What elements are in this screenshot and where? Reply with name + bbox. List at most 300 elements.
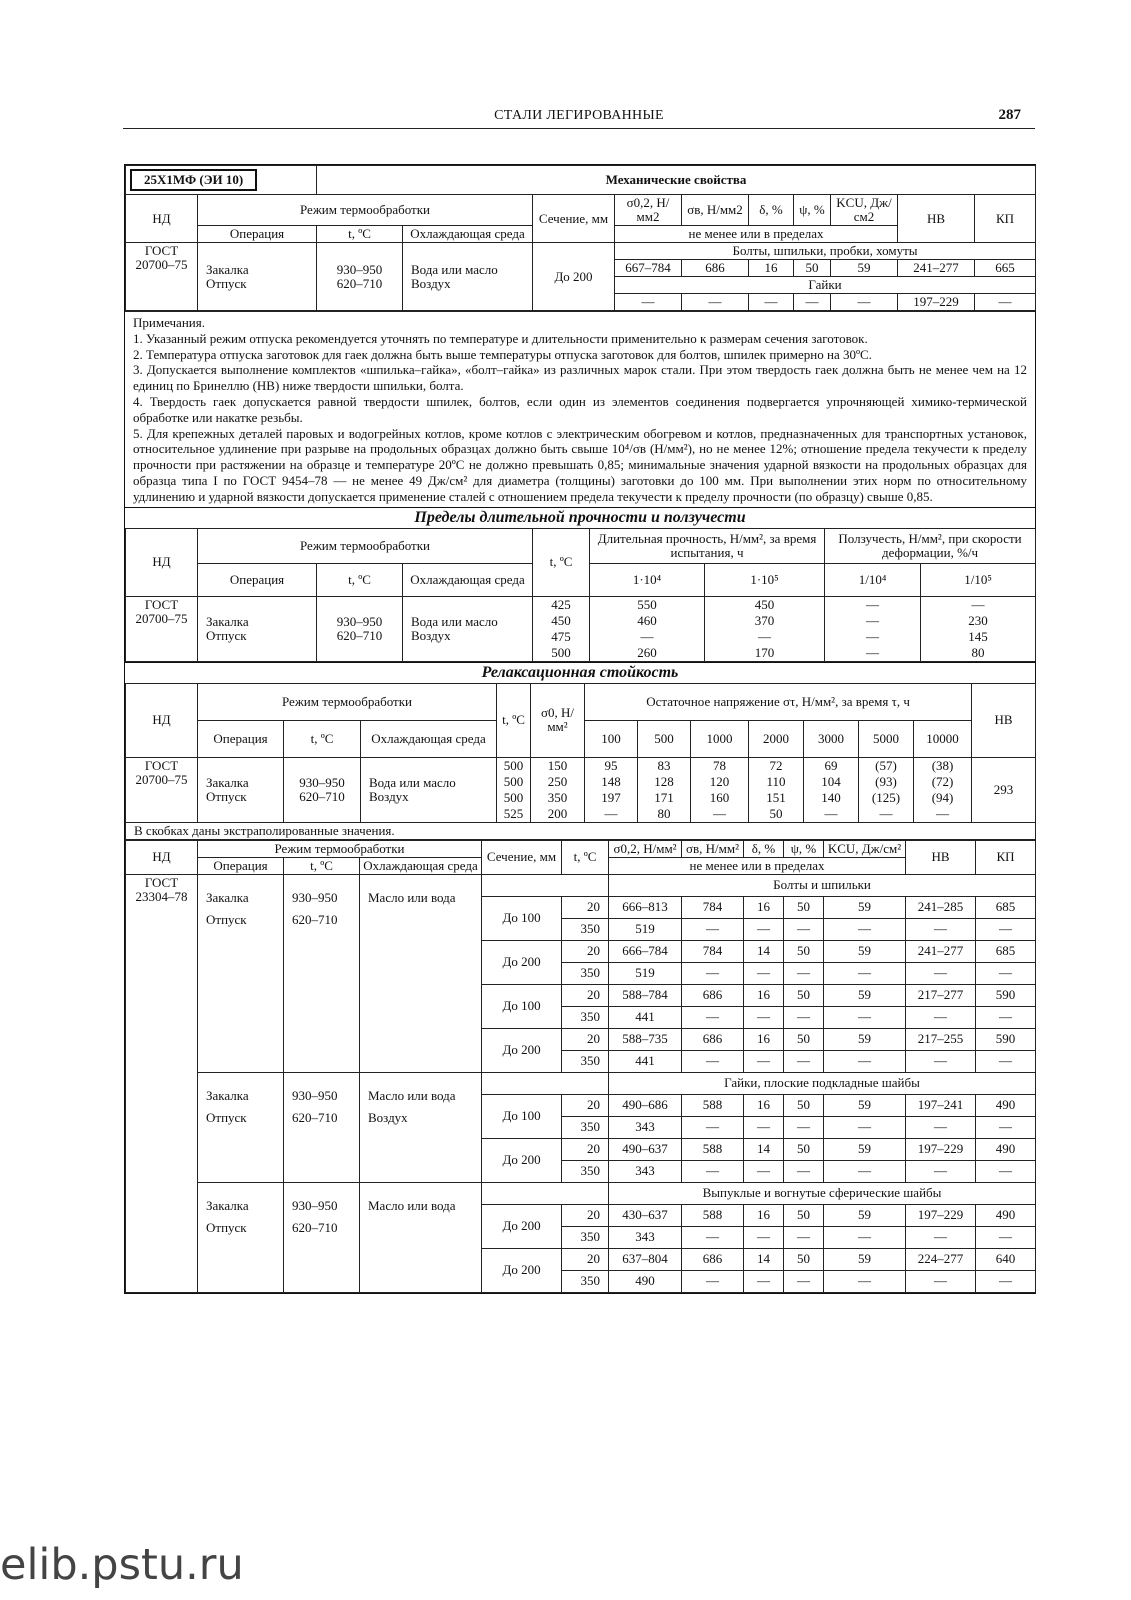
relax-h-time: 2000 [749, 720, 804, 757]
cell: 450 [533, 613, 590, 629]
cell: 370 [705, 613, 825, 629]
cell: 685 [976, 896, 1036, 918]
mech2-ops [198, 1072, 284, 1182]
mech2-temps-item: 930–950 [292, 889, 338, 905]
cell: 59 [831, 260, 898, 277]
cell: 350 [562, 1006, 609, 1028]
mech2-section: До 200 [482, 1028, 562, 1072]
cell: — [976, 1270, 1036, 1292]
cell: — [682, 918, 744, 940]
cell: — [784, 1160, 824, 1182]
mech2-cools-item: Масло или вода [368, 889, 456, 905]
creep-table [125, 528, 1036, 662]
cell: 50 [784, 896, 824, 918]
creep-temp-2: 620–710 [336, 627, 383, 643]
cell: 83 [638, 757, 691, 774]
cell: 50 [784, 940, 824, 962]
cell: — [585, 806, 638, 823]
cell: — [615, 294, 682, 311]
cell: — [744, 1226, 784, 1248]
cell: — [906, 918, 976, 940]
cell: 20 [562, 1028, 609, 1050]
creep-h-temp: t, ºС [533, 528, 590, 596]
relax-h-cool: Охлаждающая среда [361, 720, 497, 757]
cell: 241–277 [906, 940, 976, 962]
cell: 241–285 [906, 896, 976, 918]
cell: 550 [590, 596, 705, 613]
cell: 350 [562, 1160, 609, 1182]
mech-temp-1: 930–950 [336, 261, 383, 277]
cell: 72 [749, 757, 804, 774]
cell: 224–277 [906, 1248, 976, 1270]
mech2-section: До 100 [482, 984, 562, 1028]
cell: 59 [824, 1138, 906, 1160]
cell: 16 [744, 984, 784, 1006]
cell: 50 [784, 984, 824, 1006]
creep-h-s1: 1·10⁴ [590, 563, 705, 596]
mech2-cools-item [368, 1221, 479, 1243]
cell: 59 [824, 896, 906, 918]
creep-cool-2: Воздух [411, 627, 451, 643]
cell: 217–277 [906, 984, 976, 1006]
mech2-section: До 200 [482, 1204, 562, 1248]
mech2-h-t: t, ºС [284, 857, 360, 874]
cell: 686 [682, 260, 749, 277]
cell: (125) [859, 790, 914, 806]
cell: 170 [705, 645, 825, 662]
mech2-h-nd: НД [126, 840, 198, 874]
cell: — [682, 1006, 744, 1028]
cell: 430–637 [609, 1204, 682, 1226]
relax-ops [198, 757, 284, 822]
relax-h-time: 100 [585, 720, 638, 757]
mech2-group-spacer [482, 1182, 609, 1204]
cell: — [682, 1160, 744, 1182]
cell: — [824, 1160, 906, 1182]
cell: 588–784 [609, 984, 682, 1006]
cell: — [976, 1160, 1036, 1182]
mech2-ops [198, 1182, 284, 1292]
cell: 59 [824, 984, 906, 1006]
mech2-h-cool: Охлаждающая среда [360, 857, 482, 874]
mech-h-hb: НВ [898, 195, 975, 243]
cell: 120 [691, 774, 749, 790]
cell: — [824, 1226, 906, 1248]
cell: — [906, 1050, 976, 1072]
cell: — [906, 1226, 976, 1248]
cell: 685 [976, 940, 1036, 962]
cell: 588–735 [609, 1028, 682, 1050]
creep-h-s2: 1·10⁵ [705, 563, 825, 596]
cell: 666–784 [609, 940, 682, 962]
cell: 197–229 [898, 294, 975, 311]
cell: 69 [804, 757, 859, 774]
cell: — [824, 1270, 906, 1292]
cell: 490 [976, 1094, 1036, 1116]
cell: 197–241 [906, 1094, 976, 1116]
cell: — [784, 918, 824, 940]
creep-h-t: t, ºС [317, 563, 403, 596]
cell: — [784, 1050, 824, 1072]
note-4: 4. Твердость гаек допускается равной твердости шпилек, болтов, если один из элементов соединения подвергается упрочняющей химико-термической обработке или накатке резьбы. [133, 393, 1027, 425]
cell: — [784, 1006, 824, 1028]
cell: 20 [562, 1248, 609, 1270]
cell: 50 [784, 1138, 824, 1160]
mech2-h-hb: НВ [906, 840, 976, 874]
cell: — [824, 962, 906, 984]
creep-h-creep: Ползучесть, Н/мм², при скорости деформации, %/ч [825, 528, 1036, 563]
cell: 50 [749, 806, 804, 823]
cell: 16 [744, 896, 784, 918]
mech2-section: До 200 [482, 1138, 562, 1182]
relax-h-time: 500 [638, 720, 691, 757]
cell: (93) [859, 774, 914, 790]
relax-title: Релаксационная стойкость [125, 662, 1035, 683]
mech-ops [198, 243, 317, 311]
mech2-h-kp: КП [976, 840, 1036, 874]
cell: 525 [497, 806, 531, 823]
cell: 490–637 [609, 1138, 682, 1160]
cell: 666–813 [609, 896, 682, 918]
cell: 50 [784, 1028, 824, 1050]
cell: — [906, 1006, 976, 1028]
cell: — [691, 806, 749, 823]
mech-h-kcu: KCU, Дж/см2 [831, 195, 898, 226]
cell: 197 [585, 790, 638, 806]
relax-op-1: Закалка [206, 774, 249, 790]
cell: — [749, 294, 794, 311]
cell: 59 [824, 940, 906, 962]
mech2-temps [284, 1072, 360, 1182]
cell: 343 [609, 1116, 682, 1138]
watermark: elib.pstu.ru [0, 1540, 244, 1590]
cell: — [744, 1270, 784, 1292]
cell: 490 [609, 1270, 682, 1292]
relax-h-hb: НВ [972, 683, 1036, 757]
cell: 200 [531, 806, 585, 823]
mech2-h-section: Сечение, мм [482, 840, 562, 874]
cell: 16 [749, 260, 794, 277]
cell: — [976, 918, 1036, 940]
mech2-section: До 200 [482, 1248, 562, 1292]
mech-op-1: Закалка [206, 261, 249, 277]
steel-grade: 25Х1МФ (ЭИ 10) [130, 169, 257, 191]
cell: 686 [682, 984, 744, 1006]
creep-title: Пределы длительной прочности и ползучести [125, 507, 1035, 528]
cell: 148 [585, 774, 638, 790]
creep-op-1: Закалка [206, 613, 249, 629]
relax-h-temp: t, ºС [497, 683, 531, 757]
cell: 110 [749, 774, 804, 790]
cell: 145 [921, 629, 1036, 645]
cell: 590 [976, 1028, 1036, 1050]
cell: 343 [609, 1160, 682, 1182]
mech2-ops-item: Закалка [206, 889, 249, 905]
cell: 128 [638, 774, 691, 790]
cell: 350 [562, 918, 609, 940]
cell: 171 [638, 790, 691, 806]
cell: — [824, 918, 906, 940]
mech2-group-spacer [482, 1072, 609, 1094]
cell: 20 [562, 984, 609, 1006]
cell: — [784, 962, 824, 984]
mech2-section: До 100 [482, 1094, 562, 1138]
page-header [123, 106, 1035, 129]
mech2-ops-item: Закалка [206, 1087, 249, 1103]
creep-h-c1: 1/10⁴ [825, 563, 921, 596]
cell: 500 [497, 790, 531, 806]
cell: 588 [682, 1204, 744, 1226]
cell: 59 [824, 1248, 906, 1270]
mech2-h-minimum: не менее или в пределах [609, 857, 906, 874]
relax-h-time: 10000 [914, 720, 972, 757]
cell: — [976, 1006, 1036, 1028]
mech2-temps-item: 620–710 [292, 1109, 338, 1125]
note-2: 2. Температура отпуска заготовок для гаек должна быть выше температуры отпуска заготовок для болтов, шпилек примерно на 30ºС. [133, 346, 872, 362]
relax-op-2: Отпуск [206, 788, 247, 804]
creep-cools [403, 596, 533, 661]
note-1: 1. Указанный режим отпуска рекомендуется уточнять по температуре и длительности применительно к размерам сечения заготовок. [133, 330, 868, 346]
cell: 104 [804, 774, 859, 790]
cell: 151 [749, 790, 804, 806]
cell: 350 [562, 1226, 609, 1248]
mech-op-2: Отпуск [206, 275, 247, 291]
relax-nd: ГОСТ 20700–75 [126, 757, 198, 822]
cell: 241–277 [898, 260, 975, 277]
creep-temp-1: 930–950 [336, 613, 383, 629]
note-5: 5. Для крепежных деталей паровых и водогрейных котлов, кроме котлов с электрическим обогревом и котлов, предназначенных для транспортных установок, относительное удлинение при разрыве на продольных образцах должно быть свыше 10⁴/σв (Н/мм²), но не менее 12%; отношение предела текучести к пределу прочности при растяжении на образце и температуре 20ºС не должно превышать 0,85; минимальные значения ударной вязкости на продольных образцах для образца типа I по ГОСТ 9454–78 — не менее 49 Дж/см² для диаметра (толщины) заготовки до 100 мм. При выполнении этих норм по относительному удлинению и ударной вязкости допускается применение сталей с отношением предела текучести к пределу прочности (по образцу) свыше 0,85. [133, 425, 1027, 504]
cell: 230 [921, 613, 1036, 629]
cell: 500 [497, 757, 531, 774]
notes-heading: Примечания. [133, 315, 205, 330]
cell: 441 [609, 1006, 682, 1028]
mech2-section: До 200 [482, 940, 562, 984]
cell: — [825, 629, 921, 645]
mech-cools [403, 243, 533, 311]
cell: 20 [562, 1138, 609, 1160]
relax-temp-1: 930–950 [299, 774, 345, 790]
cell: — [859, 806, 914, 823]
relax-h-residual: Остаточное напряжение στ, Н/мм², за время τ, ч [585, 683, 972, 720]
cell: — [682, 1270, 744, 1292]
cell: 14 [744, 940, 784, 962]
cell: — [682, 1050, 744, 1072]
mech2-group-title: Болты и шпильки [609, 874, 1036, 896]
cell: 78 [691, 757, 749, 774]
relax-h-t: t, ºС [284, 720, 361, 757]
notes-block [125, 311, 1035, 507]
relax-cools [361, 757, 497, 822]
mech2-ops-item: Отпуск [206, 911, 247, 927]
mech2-group-title: Выпуклые и вогнутые сферические шайбы [609, 1182, 1036, 1204]
running-title: СТАЛИ ЛЕГИРОВАННЫЕ [494, 108, 664, 123]
cell: — [824, 1006, 906, 1028]
mech2-cools [360, 1072, 482, 1182]
mech2-temps-item: 930–950 [292, 1087, 338, 1103]
creep-h-mode: Режим термообработки [198, 528, 533, 563]
cell: 784 [682, 896, 744, 918]
relax-h-op: Операция [198, 720, 284, 757]
creep-h-cool: Охлаждающая среда [403, 563, 533, 596]
cell: — [744, 962, 784, 984]
mech-h-sigmab: σв, Н/мм2 [682, 195, 749, 226]
mech2-temps-item: 620–710 [292, 911, 338, 927]
mech2-h-mode: Режим термообработки [198, 840, 482, 857]
mech2-nd: ГОСТ 23304–78 [126, 874, 198, 1292]
mech2-h-sigmab: σв, Н/мм² [682, 840, 744, 857]
mech-section: До 200 [533, 243, 615, 311]
cell: 59 [824, 1204, 906, 1226]
cell: — [825, 645, 921, 662]
cell: — [682, 1116, 744, 1138]
relax-h-mode: Режим термообработки [198, 683, 497, 720]
mech2-temps-item: 930–950 [292, 1197, 338, 1213]
cell: (38) [914, 757, 972, 774]
cell: 784 [682, 940, 744, 962]
mechanical-properties-table [125, 165, 1036, 311]
mech2-section: До 100 [482, 896, 562, 940]
cell: 16 [744, 1094, 784, 1116]
cell: 519 [609, 918, 682, 940]
mech2-ops [198, 874, 284, 1072]
cell: 50 [794, 260, 831, 277]
mech-h-section: Сечение, мм [533, 195, 615, 243]
mech-nd: ГОСТ 20700–75 [126, 243, 198, 311]
mech-group-2: Гайки [615, 277, 1036, 294]
cell: — [976, 962, 1036, 984]
cell: 490 [976, 1138, 1036, 1160]
mech2-cools [360, 1182, 482, 1292]
mech2-group-title: Гайки, плоские подкладные шайбы [609, 1072, 1036, 1094]
mech-temps [317, 243, 403, 311]
cell: 500 [533, 645, 590, 662]
creep-nd: ГОСТ 20700–75 [126, 596, 198, 661]
cell: — [590, 629, 705, 645]
cell: — [921, 596, 1036, 613]
mech-h-op: Операция [198, 226, 317, 243]
mech2-cools-item: Масло или вода [368, 1087, 456, 1103]
cell: 140 [804, 790, 859, 806]
cell: — [906, 1270, 976, 1292]
relax-hb: 293 [972, 757, 1036, 822]
mech2-h-psi: ψ, % [784, 840, 824, 857]
cell: — [825, 613, 921, 629]
cell: — [744, 1006, 784, 1028]
cell: — [744, 1050, 784, 1072]
mech-h-cool: Охлаждающая среда [403, 226, 533, 243]
relax-h-time: 1000 [691, 720, 749, 757]
mech2-temps-item: 620–710 [292, 1219, 338, 1235]
mech-temp-2: 620–710 [336, 275, 383, 291]
cell: 250 [531, 774, 585, 790]
cell: — [682, 294, 749, 311]
cell: — [744, 1160, 784, 1182]
cell: 20 [562, 1204, 609, 1226]
cell: 665 [975, 260, 1036, 277]
relax-note: В скобках даны экстраполированные значения. [126, 822, 1036, 839]
cell: 490 [976, 1204, 1036, 1226]
cell: 686 [682, 1028, 744, 1050]
cell: — [784, 1116, 824, 1138]
mech-h-mode: Режим термообработки [198, 195, 533, 226]
cell: — [914, 806, 972, 823]
cell: — [825, 596, 921, 613]
cell: 217–255 [906, 1028, 976, 1050]
cell: 20 [562, 940, 609, 962]
mech2-h-sigma02: σ0,2, Н/мм² [609, 840, 682, 857]
relax-cool-1: Вода или масло [369, 774, 456, 790]
cell: 16 [744, 1028, 784, 1050]
cell: 14 [744, 1248, 784, 1270]
creep-ops [198, 596, 317, 661]
page-number: 287 [998, 107, 1021, 123]
cell: 350 [562, 962, 609, 984]
mech-cool-2: Воздух [411, 275, 451, 291]
cell: — [976, 1116, 1036, 1138]
mech-h-sigma02: σ0,2, Н/мм2 [615, 195, 682, 226]
mech2-temps [284, 1182, 360, 1292]
cell: (94) [914, 790, 972, 806]
cell: — [784, 1226, 824, 1248]
cell: — [794, 294, 831, 311]
cell: — [784, 1270, 824, 1292]
relax-temps [284, 757, 361, 822]
cell: 588 [682, 1094, 744, 1116]
cell: — [975, 294, 1036, 311]
cell: (72) [914, 774, 972, 790]
cell: 14 [744, 1138, 784, 1160]
cell: — [906, 962, 976, 984]
cell: 59 [824, 1028, 906, 1050]
cell: 590 [976, 984, 1036, 1006]
cell: — [824, 1116, 906, 1138]
cell: 343 [609, 1226, 682, 1248]
creep-h-strength: Длительная прочность, Н/мм², за время испытания, ч [590, 528, 825, 563]
cell: — [824, 1050, 906, 1072]
mech-h-kp: КП [975, 195, 1036, 243]
mech-h-psi: ψ, % [794, 195, 831, 226]
mech2-cools-item: Воздух [368, 1109, 408, 1125]
cell: 20 [562, 896, 609, 918]
mech2-group-spacer [482, 874, 609, 896]
cell: — [906, 1160, 976, 1182]
cell: 425 [533, 596, 590, 613]
cell: 588 [682, 1138, 744, 1160]
cell: — [744, 918, 784, 940]
cell: 519 [609, 962, 682, 984]
mech2-ops-item: Отпуск [206, 1219, 247, 1235]
cell: 475 [533, 629, 590, 645]
creep-cool-1: Вода или масло [411, 613, 498, 629]
mech2-h-temp: t, ºС [562, 840, 609, 874]
cell: 350 [562, 1116, 609, 1138]
mech2-cools-item: Масло или вода [368, 1197, 456, 1213]
relax-temp-2: 620–710 [299, 788, 345, 804]
note-3: 3. Допускается выполнение комплектов «шпилька–гайка», «болт–гайка» из различных марок стали. При этом твердость гаек должна быть не менее чем на 12 единиц по Бринеллю (НВ) ниже твердости шпильки, болта. [133, 362, 1027, 394]
cell: 490–686 [609, 1094, 682, 1116]
cell: 686 [682, 1248, 744, 1270]
cell: 59 [824, 1094, 906, 1116]
relax-table [125, 683, 1036, 840]
cell: — [906, 1116, 976, 1138]
cell: — [976, 1226, 1036, 1248]
cell: 350 [562, 1270, 609, 1292]
relax-cool-2: Воздух [369, 788, 409, 804]
cell: 150 [531, 757, 585, 774]
cell: 95 [585, 757, 638, 774]
cell: 637–804 [609, 1248, 682, 1270]
cell: 350 [562, 1050, 609, 1072]
